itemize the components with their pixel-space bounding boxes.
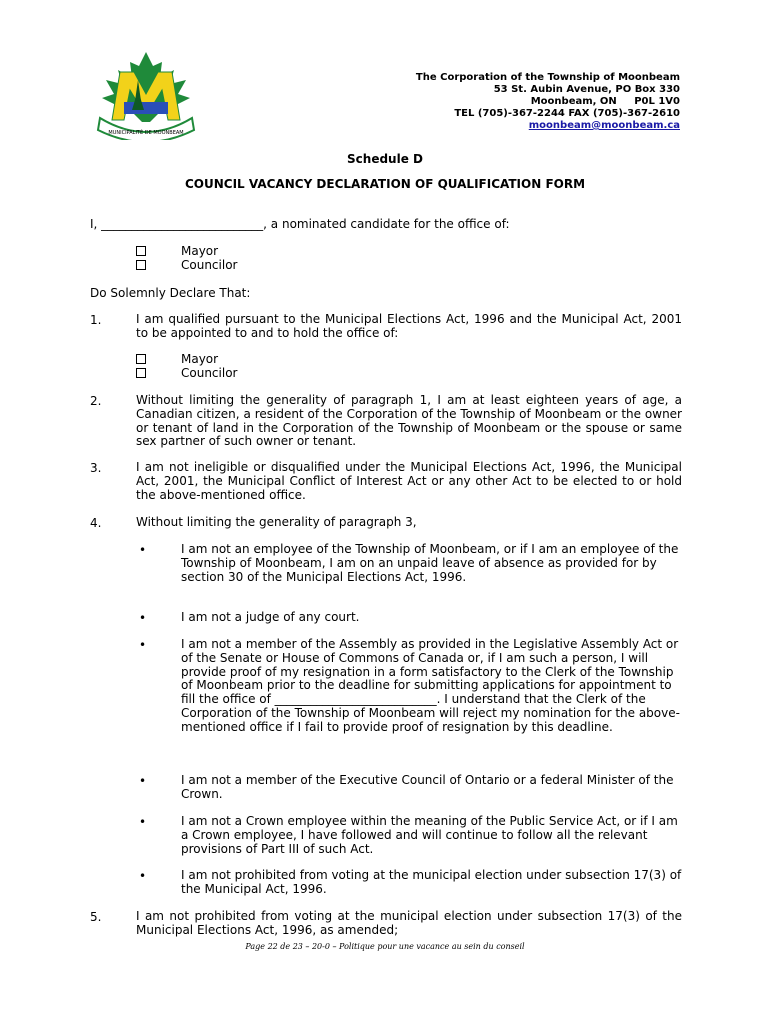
bullet-glyph: • [139,815,147,829]
document-page: MUNICIPALITÉ DE MOONBEAM The Corporation of the Township of Moonbeam 53 St. Aubin Avenue, PO Box 330 Moonbeam, ON P0L 1V0 TEL (705)-367-2244 FAX (705)-367-2610 moonbeam@moonbeam.ca Schedule D COUNCIL VACANCY DECLARATION OF QUALIFICATION FORM I, ___________________________, a nominated candidate for the office of: Mayor Councilor Do Solemnly Declare That: 1. I am qualified pursuant to the Municipal Elections Act, 1996 and the Municipal Act, 2001 to be appointed to and to hold the office of: Mayor Councilor 2. Without limiting the generality of paragraph 1, I am at least eighteen years of age, a Canadian citizen, a resident of the Corporation of the Township of Moonbeam or the owner or tenant of land in the Corporation of the Township of Moonbeam or the spouse or same sex partner of such owner or tenant. 3. I am not ineligible or disqualified under the Municipal Elections Act, 1996, the Municipal Act, 2001, the Municipal Conflict of Interest Act or any other Act to be elected to or hold the above-mentioned office. 4. Without limiting the generality of paragraph 3, • I am not an employee of the Township of Moonbeam, or if I am an employee of the Township of Moonbeam, I am on an unpaid leave of absence as provided for by section 30 of the Municipal Elections Act, 1996. • I am not a judge of any court. • I am not a member of the Assembly as provided in the Legislative Assembly Act or of the Senate or House of Commons of Canada or, if I am such a person, I will provide proof of my resignation in a form satisfactory to the Clerk of the Township of Moonbeam prior to the deadline for submitting applications for appointment to fill the office of ___________________________. I understand that the Clerk of the Corporation of the Township of Moonbeam will reject my nomination for the above-mentioned office if I fail to provide proof of resignation by this deadline. • I am not a member of the Executive Council of Ontario or a federal Minister of the Crown. • I am not a Crown employee within the meaning of the Public Service Act, or if I am a Crown employee, I have followed and will continue to follow all the relevant provisions of Part III of such Act. • I am not prohibited from voting at the municipal election under subsection 17(3) of the Municipal Act, 1996. 5. I am not prohibited from voting at the municipal election under subsection 17(3) of the Municipal Elections Act, 1996, as amended; Page 22 de 23 – 20-0 – Politique pour une vacance au sein du conseil [0,0,770,1024]
declare-heading: Do Solemnly Declare That: [90,286,251,300]
bullet-glyph: • [139,869,147,883]
checkbox[interactable] [136,260,146,270]
bullet-glyph: • [139,638,147,652]
item-number: 2. [90,394,102,408]
item-number: 1. [90,313,102,327]
item-number: 3. [90,461,102,475]
intro-line: I, ___________________________, a nominated candidate for the office of: [90,217,510,231]
checkbox[interactable] [136,246,146,256]
checkbox[interactable] [136,368,146,378]
item-text: I am not prohibited from voting at the municipal election under subsection 17(3) of the Municipal Elections Act, 1996, as amended; [136,909,682,937]
street-address: 53 St. Aubin Avenue, PO Box 330 [493,84,680,95]
bullet-glyph: • [139,611,147,625]
city-postal: Moonbeam, ON P0L 1V0 [530,96,680,107]
bullet-text: I am not a member of the Assembly as provided in the Legislative Assembly Act or of the Senate or House of Commons of Canada or, if I am such a person, I will provide proof of my resignation in a form satisfactory to the Clerk of the Township of Moonbeam prior to the deadline for submitting applications for appointment to fill the office of ___________________________. I understand that the Clerk of the Corporation of the Township of Moonbeam will reject my nomination for the above-mentioned office if I fail to provide proof of resignation by this deadline. [181,637,680,734]
bullet-text: I am not a judge of any court. [181,610,360,624]
bullet-text: I am not an employee of the Township of Moonbeam, or if I am an employee of the Township of Moonbeam, I am on an unpaid leave of absence as provided for by section 30 of the Municipal Elections Act, 1996. [181,542,679,584]
schedule-heading: Schedule D [347,152,423,166]
page-footer: Page 22 de 23 – 20-0 – Politique pour une vacance au sein du conseil [245,942,525,951]
email-link[interactable]: moonbeam@moonbeam.ca [528,120,680,131]
bullet-glyph: • [139,774,147,788]
item-text: Without limiting the generality of paragraph 1, I am at least eighteen years of age, a Canadian citizen, a resident of the Corporation of the Township of Moonbeam or the owner or tenant of land in the Corporation of the Township of Moonbeam or the spouse or same sex partner of such owner or tenant. [136,393,682,449]
logo-ribbon-text: MUNICIPALITÉ DE MOONBEAM [108,130,184,136]
item-text: I am not ineligible or disqualified under the Municipal Elections Act, 1996, the Municipal Act, 2001, the Municipal Conflict of Interest Act or any other Act to be elected to or hold the above-mentioned office. [136,460,682,502]
bullet-glyph: • [139,543,147,557]
checkbox[interactable] [136,354,146,364]
moonbeam-logo [90,50,202,140]
org-name: The Corporation of the Township of Moonbeam [415,72,680,83]
item-text: I am qualified pursuant to the Municipal Elections Act, 1996 and the Municipal Act, 2001 to be appointed to and to hold the office of: [136,312,682,340]
phone-fax: TEL (705)-367-2244 FAX (705)-367-2610 [454,108,680,119]
bullet-text: I am not a member of the Executive Council of Ontario or a federal Minister of the Crown. [181,773,674,801]
item-number: 4. [90,516,102,530]
bullet-text: I am not a Crown employee within the meaning of the Public Service Act, or if I am a Crown employee, I have followed and will continue to follow all the relevant provisions of Part III of such Act. [181,814,678,856]
item-text: Without limiting the generality of paragraph 3, [136,515,417,529]
form-title: COUNCIL VACANCY DECLARATION OF QUALIFICATION FORM [184,177,586,191]
item-number: 5. [90,910,102,924]
bullet-text: I am not prohibited from voting at the municipal election under subsection 17(3) of the Municipal Act, 1996. [181,868,682,896]
address-block [416,72,680,132]
